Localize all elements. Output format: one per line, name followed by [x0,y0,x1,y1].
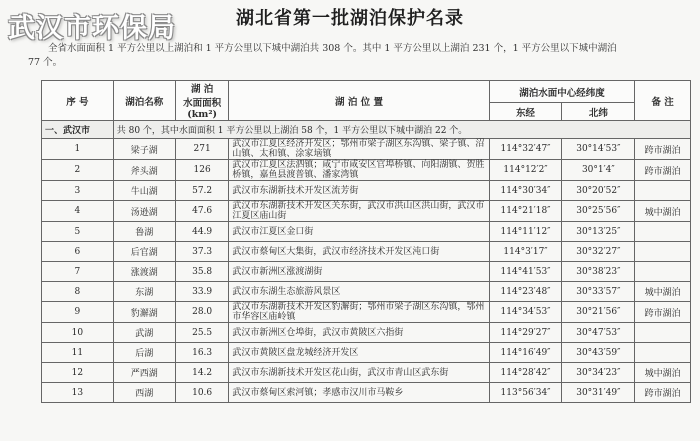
cell-note [635,262,691,282]
cell-lake-name: 豹澥湖 [113,302,175,323]
table-row [42,363,691,383]
cell-location: 武汉市蔡甸区索河镇；孝感市汉川市马鞍乡 [229,383,489,403]
cell-note [635,343,691,363]
cell-note [635,222,691,242]
cell-lake-name: 斧头湖 [113,160,175,181]
cell-no: 11 [42,343,114,363]
cell-area: 37.3 [175,242,229,262]
header-location: 湖 泊 位 置 [229,81,489,121]
table-row [42,201,691,222]
cell-area: 25.5 [175,323,229,343]
intro-paragraph [28,42,678,70]
cell-note [635,323,691,343]
table-row [42,160,691,181]
cell-east: 114°16′49″ [489,343,562,363]
cell-no: 5 [42,222,114,242]
cell-location: 武汉市新洲区仓埠街，武汉市黄陂区六指街 [229,323,489,343]
cell-location: 武汉市东湖新技术开发区流芳街 [229,181,489,201]
intro-line-1: 全省水面面积 1 平方公里以上湖泊和 1 平方公里以下城中湖泊共 308 个。其中 1 平方公里以上湖泊 231 个，1 平方公里以下城中湖泊 [48,43,617,54]
header-coord-group: 湖泊水面中心经纬度 [489,81,635,103]
header-area-line1: 湖 泊 [190,84,214,95]
cell-lake-name: 鲁湖 [113,222,175,242]
cell-note: 城中湖泊 [635,363,691,383]
cell-lake-name: 东湖 [113,282,175,302]
cell-north: 30°21′56″ [562,302,635,323]
cell-location: 武汉市江夏区经济开发区；鄂州市梁子湖区东沟镇、梁子镇、沼山镇、太和镇、涂家垴镇 [229,139,489,160]
district-row [42,121,691,139]
cell-east: 114°34′53″ [489,302,562,323]
cell-lake-name: 后湖 [113,343,175,363]
cell-note: 跨市湖泊 [635,302,691,323]
cell-note: 跨市湖泊 [635,383,691,403]
cell-north: 30°33′57″ [562,282,635,302]
cell-location: 武汉市江夏区法泗镇；咸宁市咸安区官埠桥镇、向阳湖镇、贺胜桥镇，嘉鱼县渡普镇、潘家湾镇 [229,160,489,181]
cell-area: 14.2 [175,363,229,383]
cell-lake-name: 牛山湖 [113,181,175,201]
cell-location: 武汉市东湖生态旅游风景区 [229,282,489,302]
cell-north: 30°25′56″ [562,201,635,222]
watermark: 武汉市环保局 [8,13,176,44]
cell-east: 114°29′27″ [489,323,562,343]
header-east: 东经 [489,103,562,121]
table-row [42,323,691,343]
cell-no: 6 [42,242,114,262]
table-row [42,383,691,403]
cell-north: 30°20′52″ [562,181,635,201]
cell-north: 30°14′53″ [562,139,635,160]
cell-note: 跨市湖泊 [635,139,691,160]
header-note: 备 注 [635,81,691,121]
table-row [42,181,691,201]
cell-no: 12 [42,363,114,383]
cell-north: 30°47′53″ [562,323,635,343]
cell-no: 13 [42,383,114,403]
cell-area: 16.3 [175,343,229,363]
cell-no: 3 [42,181,114,201]
cell-no: 8 [42,282,114,302]
cell-area: 47.6 [175,201,229,222]
cell-area: 35.8 [175,262,229,282]
header-area-line2: 水面面积 [183,98,222,109]
cell-lake-name: 后官湖 [113,242,175,262]
cell-note [635,242,691,262]
table-row [42,262,691,282]
table-row [42,343,691,363]
cell-no: 7 [42,262,114,282]
cell-north: 30°32′27″ [562,242,635,262]
cell-north: 30°43′59″ [562,343,635,363]
cell-no: 1 [42,139,114,160]
cell-east: 114°12′2″ [489,160,562,181]
cell-no: 4 [42,201,114,222]
cell-east: 114°30′34″ [489,181,562,201]
district-summary: 共 80 个，其中水面面积 1 平方公里以上湖泊 58 个，1 平方公里以下城中湖泊 22 个。 [113,121,690,139]
cell-east: 114°3′17″ [489,242,562,262]
header-north: 北纬 [562,103,635,121]
cell-lake-name: 武湖 [113,323,175,343]
cell-east: 113°56′34″ [489,383,562,403]
cell-north: 30°1′4″ [562,160,635,181]
page-title: 湖北省第一批湖泊保护名录 [236,8,464,29]
cell-east: 114°21′18″ [489,201,562,222]
cell-location: 武汉市蔡甸区大集街，武汉市经济技术开发区沌口街 [229,242,489,262]
header-name: 湖泊名称 [113,81,175,121]
cell-no: 9 [42,302,114,323]
table-row [42,139,691,160]
cell-area: 28.0 [175,302,229,323]
cell-no: 2 [42,160,114,181]
cell-note: 城中湖泊 [635,282,691,302]
cell-east: 114°41′53″ [489,262,562,282]
cell-area: 33.9 [175,282,229,302]
cell-location: 武汉市新洲区涨渡湖街 [229,262,489,282]
cell-area: 44.9 [175,222,229,242]
cell-note: 城中湖泊 [635,201,691,222]
table-row [42,242,691,262]
cell-location: 武汉市江夏区金口街 [229,222,489,242]
cell-east: 114°11′12″ [489,222,562,242]
cell-north: 30°38′23″ [562,262,635,282]
cell-north: 30°34′23″ [562,363,635,383]
cell-no: 10 [42,323,114,343]
table-row [42,302,691,323]
cell-location: 武汉市黄陂区盘龙城经济开发区 [229,343,489,363]
table-row [42,222,691,242]
header-area-unit: (km²) [187,109,218,120]
district-name: 一、武汉市 [42,121,114,139]
cell-east: 114°32′47″ [489,139,562,160]
cell-note [635,181,691,201]
cell-north: 30°13′25″ [562,222,635,242]
cell-east: 114°23′48″ [489,282,562,302]
cell-area: 126 [175,160,229,181]
cell-north: 30°31′49″ [562,383,635,403]
cell-lake-name: 严西湖 [113,363,175,383]
cell-location: 武汉市东湖新技术开发区豹澥街；鄂州市梁子湖区东沟镇，鄂州市华容区庙岭镇 [229,302,489,323]
cell-location: 武汉市东湖新技术开发区花山街，武汉市青山区武东街 [229,363,489,383]
table-row [42,282,691,302]
cell-area: 10.6 [175,383,229,403]
header-seq: 序 号 [42,81,114,121]
cell-area: 57.2 [175,181,229,201]
intro-line-2: 77 个。 [28,57,63,68]
cell-area: 271 [175,139,229,160]
cell-lake-name: 汤逊湖 [113,201,175,222]
cell-lake-name: 西湖 [113,383,175,403]
cell-location: 武汉市东湖新技术开发区关东街，武汉市洪山区洪山街，武汉市江夏区庙山街 [229,201,489,222]
cell-east: 114°28′42″ [489,363,562,383]
cell-lake-name: 涨渡湖 [113,262,175,282]
cell-lake-name: 梁子湖 [113,139,175,160]
header-area [175,81,229,121]
cell-note: 跨市湖泊 [635,160,691,181]
lake-table [41,80,691,403]
